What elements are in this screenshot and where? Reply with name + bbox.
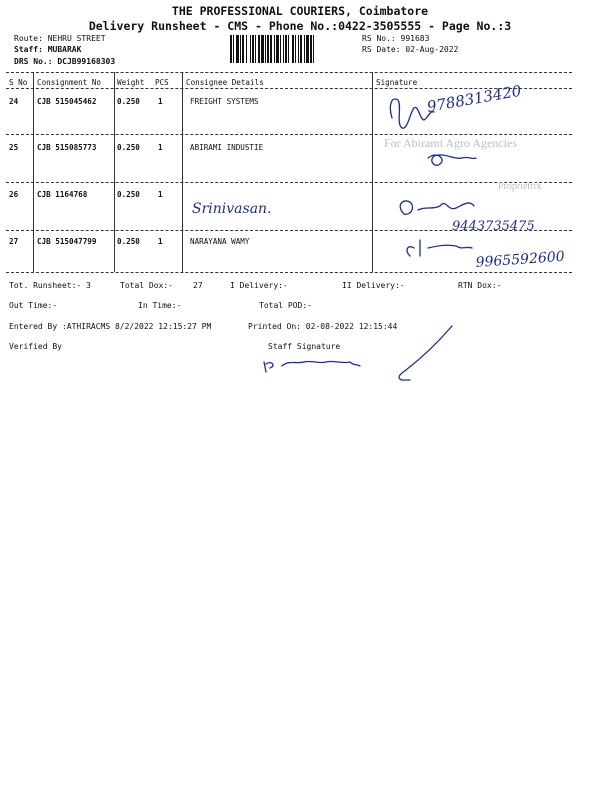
row-consignee: FREIGHT SYSTEMS bbox=[190, 97, 259, 106]
row26-phone-handwritten: 9443735475 bbox=[452, 219, 535, 234]
row-weight: 0.250 bbox=[117, 237, 140, 246]
staff-label: Staff: MUBARAK bbox=[14, 45, 82, 54]
in-time: In Time:- bbox=[138, 301, 182, 310]
row-consignment-no: CJB 515085773 bbox=[37, 143, 97, 152]
rs-date: RS Date: 02-Aug-2022 bbox=[362, 45, 459, 54]
column-header-weight: Weight bbox=[117, 78, 145, 87]
column-header-consignment: Consignment No bbox=[37, 78, 102, 87]
document-title: THE PROFESSIONAL COURIERS, Coimbatore bbox=[171, 4, 429, 18]
signature-scribble bbox=[428, 155, 476, 165]
row-weight: 0.250 bbox=[117, 97, 140, 106]
row-sno: 24 bbox=[9, 97, 19, 106]
row-pcs: 1 bbox=[158, 237, 163, 246]
row24-phone-handwritten: 9788313420 bbox=[425, 81, 523, 116]
row-sno: 26 bbox=[9, 190, 19, 199]
staff-signature-label: Staff Signature bbox=[268, 342, 341, 351]
row-weight: 0.250 bbox=[117, 190, 140, 199]
signature-scribble bbox=[400, 201, 474, 214]
rs-number: RS No.: 991683 bbox=[362, 34, 430, 43]
total-dox-label: Total Dox:- bbox=[120, 281, 173, 290]
row-consignee: NARAYANA WAMY bbox=[190, 237, 250, 246]
row-pcs: 1 bbox=[158, 190, 163, 199]
total-pod: Total POD:- bbox=[259, 301, 312, 310]
row-sno: 27 bbox=[9, 237, 19, 246]
row-consignee: ABIRAMI INDUSTIE bbox=[190, 143, 264, 152]
row26-name-handwritten: Srinivasan. bbox=[192, 201, 272, 217]
row-weight: 0.250 bbox=[117, 143, 140, 152]
row-consignment-no: CJB 515045462 bbox=[37, 97, 97, 106]
total-runsheet: Tot. Runsheet:- 3 bbox=[9, 281, 91, 290]
i-delivery: I Delivery:- bbox=[230, 281, 288, 290]
row-pcs: 1 bbox=[158, 143, 163, 152]
signature-scribble bbox=[407, 240, 472, 256]
document-subtitle: Delivery Runsheet - CMS - Phone No.:0422-3505555 - Page No.:3 bbox=[88, 19, 512, 33]
drs-number: DRS No.: DCJB99168303 bbox=[14, 57, 116, 66]
staff-signature-scribble bbox=[264, 361, 360, 372]
printed-on: Printed On: 02-08-2022 12:15:44 bbox=[248, 322, 398, 331]
out-time: Out Time:- bbox=[9, 301, 58, 310]
column-header-signature: Signature bbox=[376, 78, 418, 87]
row27-phone-handwritten: 9965592600 bbox=[475, 248, 566, 271]
stamp-text-agency: For Abirami Agro Agencies bbox=[384, 136, 517, 150]
column-header-consignee: Consignee Details bbox=[186, 78, 264, 87]
verification-stroke bbox=[399, 326, 452, 380]
row-consignment-no: CJB 515047799 bbox=[37, 237, 97, 246]
entered-by: Entered By :ATHIRACMS 8/2/2022 12:15:27 PM bbox=[9, 322, 212, 331]
row-pcs: 1 bbox=[158, 97, 163, 106]
verified-by: Verified By bbox=[9, 342, 62, 351]
rtn-dox: RTN Dox:- bbox=[458, 281, 502, 290]
row-consignment-no: CJB 1164768 bbox=[37, 190, 88, 199]
ii-delivery: II Delivery:- bbox=[342, 281, 405, 290]
total-dox-value: 27 bbox=[193, 281, 203, 290]
column-header-pcs: PCS bbox=[155, 78, 169, 87]
row-sno: 25 bbox=[9, 143, 19, 152]
stamp-text-proprietrix: Proprietrix bbox=[498, 181, 542, 192]
column-header-sno: S No bbox=[9, 78, 28, 87]
route-label: Route: NEHRU STREET bbox=[14, 34, 106, 43]
